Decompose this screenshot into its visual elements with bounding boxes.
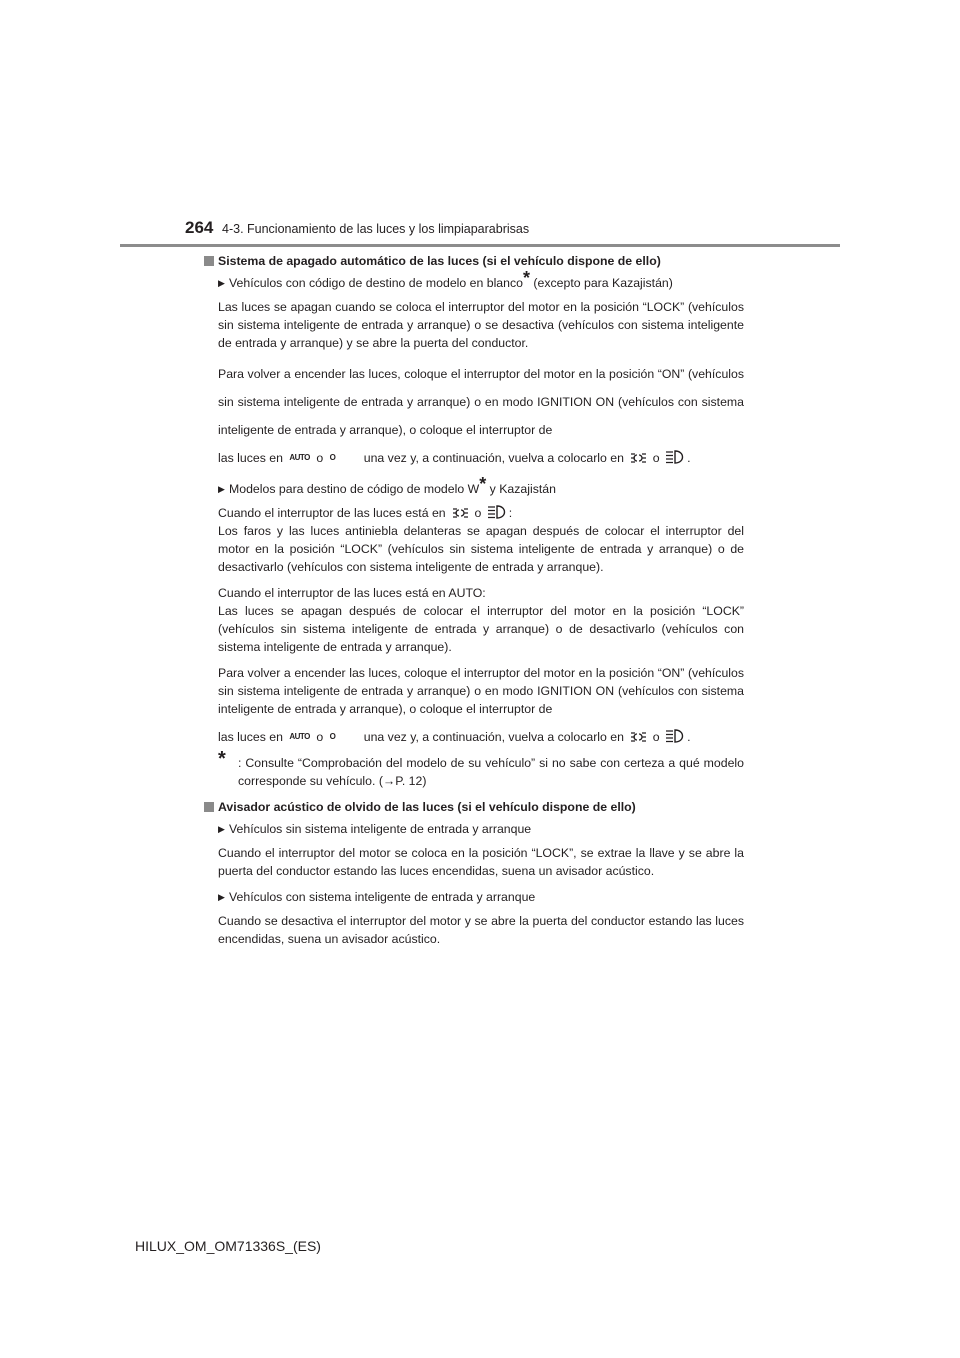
section-title: 4-3. Funcionamiento de las luces y los limpiaparabrisas bbox=[222, 222, 530, 236]
auto-light-icon: AUTO bbox=[289, 732, 310, 741]
page-header bbox=[0, 0, 960, 250]
page-content bbox=[203, 252, 744, 956]
subheading-white-code: ▶ Vehículos con código de destino de modelo en blanco* (excepto para Kazajistán) bbox=[218, 267, 673, 290]
auto-light-icon: AUTO bbox=[289, 453, 310, 462]
paragraph: Cuando se desactiva el interruptor del motor y se abre la puerta del conductor estando las luces encendidas, suena un avisador acústico. bbox=[218, 914, 744, 946]
document-code: HILUX_OM_OM71336S_(ES) bbox=[135, 1238, 321, 1254]
triangle-right-icon: ▶ bbox=[218, 278, 225, 288]
paragraph-with-icons: Cuando el interruptor de las luces está en o : Los faros y las luces antiniebla delanteras se apagan después de colocar el interruptor del motor en la posición “LOCK” (vehículos sin sistema inteligente de entrada y arranque) o de desactivarlo (vehículos con sistema inteligente de entrada y arranque). bbox=[218, 506, 744, 574]
headlight-icon bbox=[665, 728, 685, 744]
off-light-icon: O bbox=[329, 453, 336, 462]
square-bullet-icon bbox=[204, 802, 214, 812]
parking-light-icon bbox=[629, 730, 647, 744]
subheading-without-smart-key: ▶ Vehículos sin sistema inteligente de entrada y arranque bbox=[218, 822, 532, 836]
asterisk-mark: * bbox=[218, 748, 226, 770]
triangle-right-icon: ▶ bbox=[218, 824, 225, 834]
section-heading-auto-off bbox=[203, 252, 744, 270]
paragraph: Cuando el interruptor de las luces está en AUTO: Las luces se apagan después de colocar el interruptor del motor en la posición “LOCK” (vehículos sin sistema inteligente de entrada y arranque) o de desactivarlo (vehículos con sistema inteligente de entrada y arranque). bbox=[218, 586, 744, 654]
triangle-right-icon: ▶ bbox=[218, 484, 225, 494]
square-bullet-icon bbox=[204, 256, 214, 266]
section-heading-light-reminder bbox=[203, 798, 744, 816]
heading-text: Sistema de apagado automático de las luces (si el vehículo dispone de ello) bbox=[218, 254, 661, 268]
paragraph: Cuando el interruptor del motor se coloca en la posición “LOCK”, se extrae la llave y se abre la puerta del conductor estando las luces encendidas, suena un avisador acústico. bbox=[218, 846, 744, 878]
header-rule bbox=[120, 244, 840, 247]
heading-text: Avisador acústico de olvido de las luces (si el vehículo dispone de ello) bbox=[218, 800, 636, 814]
paragraph-with-icons: Para volver a encender las luces, coloque el interruptor del motor en la posición “ON” (vehículos sin sistema inteligente de entrada y arranque) o en modo IGNITION ON (vehículos con sistema inteligente de entrada y arranque), o coloque el interruptor de las luces en AUTO o O una vez y, a continuación, vuelva a colocarlo en o . bbox=[218, 367, 744, 465]
asterisk-mark: * bbox=[479, 473, 487, 494]
subheading-w-code: ▶ Modelos para destino de código de modelo W* y Kazajistán bbox=[218, 473, 556, 496]
footnote: * : Consulte “Comprobación del modelo de su vehículo” si no sabe con certeza a qué modelo corresponde su vehículo. (→P. 12) bbox=[218, 748, 744, 788]
subheading-with-smart-key: ▶ Vehículos con sistema inteligente de entrada y arranque bbox=[218, 890, 536, 904]
page-number: 264 bbox=[185, 218, 214, 237]
triangle-right-icon: ▶ bbox=[218, 892, 225, 902]
off-light-icon: O bbox=[329, 732, 336, 741]
headlight-icon bbox=[665, 449, 685, 465]
parking-light-icon bbox=[451, 506, 469, 520]
paragraph: Las luces se apagan cuando se coloca el interruptor del motor en la posición “LOCK” (vehículos sin sistema inteligente de entrada y arranque) o se desactiva (vehículos con sistema inteligente de entrada y arranque) y se abre la puerta del conductor. bbox=[218, 300, 744, 350]
headlight-icon bbox=[487, 504, 507, 520]
parking-light-icon bbox=[629, 451, 647, 465]
asterisk-mark: * bbox=[522, 267, 530, 288]
paragraph-with-icons: Para volver a encender las luces, coloque el interruptor del motor en la posición “ON” (vehículos sin sistema inteligente de entrada y arranque) o en modo IGNITION ON (vehículos con sistema inteligente de entrada y arranque), o coloque el interruptor de las luces en AUTO o O una vez y, a continuación, vuelva a colocarlo en o . bbox=[218, 666, 744, 744]
